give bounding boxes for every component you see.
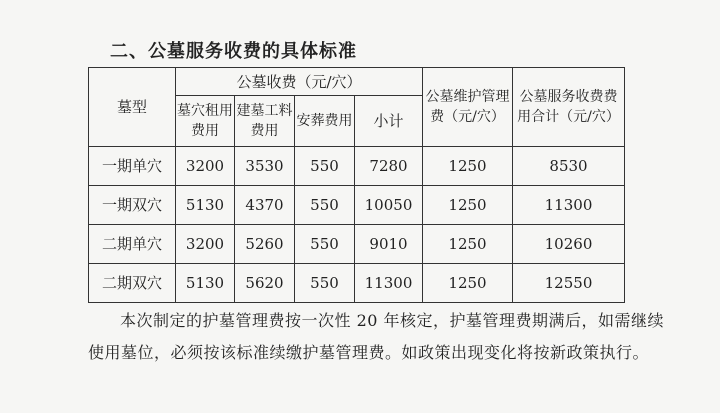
table-row (89, 225, 625, 264)
fee-table (88, 67, 625, 303)
cell-rent: 3200 (176, 225, 235, 264)
cell-subtotal: 7280 (355, 147, 423, 186)
cell-burial: 550 (295, 147, 355, 186)
cell-burial: 550 (295, 264, 355, 303)
cell-total: 10260 (513, 225, 625, 264)
table-row (89, 186, 625, 225)
cell-total: 8530 (513, 147, 625, 186)
table-row (89, 264, 625, 303)
cell-build: 3530 (235, 147, 295, 186)
cell-total: 12550 (513, 264, 625, 303)
cell-rent: 3200 (176, 147, 235, 186)
header-maintenance-fee: 公墓维护管理费（元/穴） (423, 68, 513, 147)
cell-build: 4370 (235, 186, 295, 225)
cell-build: 5260 (235, 225, 295, 264)
cell-rent: 5130 (176, 264, 235, 303)
cell-burial: 550 (295, 225, 355, 264)
header-burial-fee: 安葬费用 (295, 96, 355, 147)
cell-mgmt: 1250 (423, 186, 513, 225)
header-build-cost: 建墓工料费用 (235, 96, 295, 147)
cell-rent: 5130 (176, 186, 235, 225)
cell-mgmt: 1250 (423, 264, 513, 303)
header-cemetery-fees: 公墓收费（元/穴） (176, 68, 423, 96)
header-plot-rent: 墓穴租用费用 (176, 96, 235, 147)
header-total-fee: 公墓服务收费费用合计（元/穴） (513, 68, 625, 147)
header-subtotal: 小计 (355, 96, 423, 147)
cell-mgmt: 1250 (423, 147, 513, 186)
cell-build: 5620 (235, 264, 295, 303)
cell-type: 一期双穴 (89, 186, 176, 225)
policy-paragraph (88, 305, 668, 369)
cell-burial: 550 (295, 186, 355, 225)
cell-mgmt: 1250 (423, 225, 513, 264)
cell-type: 二期双穴 (89, 264, 176, 303)
cell-subtotal: 11300 (355, 264, 423, 303)
header-tomb-type: 墓型 (89, 68, 176, 147)
cell-type: 二期单穴 (89, 225, 176, 264)
cell-type: 一期单穴 (89, 147, 176, 186)
section-heading: 二、公墓服务收费的具体标准 (110, 41, 357, 62)
table-row (89, 147, 625, 186)
cell-subtotal: 10050 (355, 186, 423, 225)
paragraph-text: 本次制定的护墓管理费按一次性 20 年核定，护墓管理费期满后，如需继续使用墓位，必须按该标准续缴护墓管理费。如政策出现变化将按新政策执行。 (88, 311, 665, 362)
cell-total: 11300 (513, 186, 625, 225)
cell-subtotal: 9010 (355, 225, 423, 264)
